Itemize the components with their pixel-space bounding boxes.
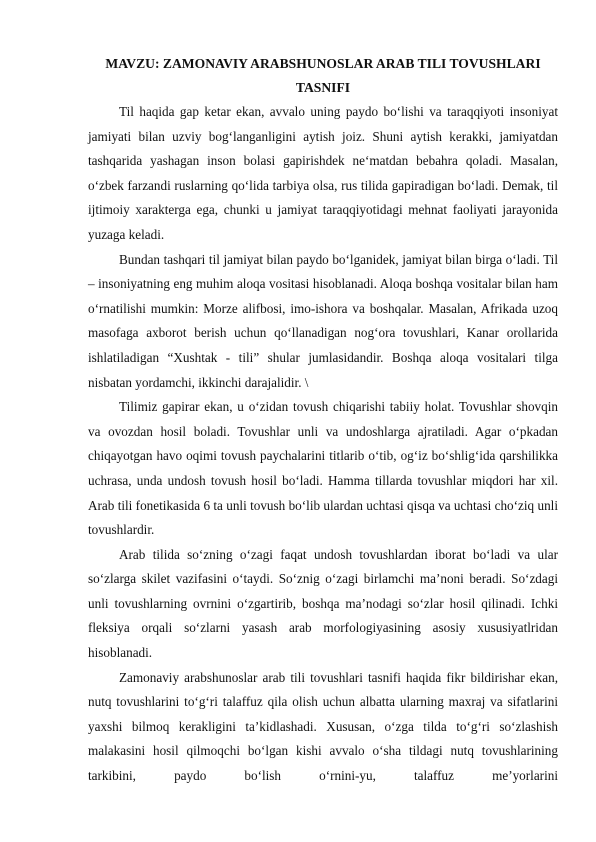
document-title: MAVZU: ZAMONAVIY ARABSHUNOSLAR ARAB TILI TOVUSHLARI TASNIFI [105, 56, 541, 95]
paragraph-2: Bundan tashqari til jamiyat bilan paydo bo‘lganidek, jamiyat bilan birga o‘ladi. Til – insoniyatning eng muhim aloqa vositasi hisoblanadi. Aloqa boshqa vositalar bilan ham o‘rnatilishi mumkin: Morze alifbosi, imo-ishora va boshqalar. Masalan, Afrikada uzoq masofaga axborot berish uchun qo‘llanadigan nog‘ora tovushlari, Kanar orollarida ishlatiladigan “Xushtak - tili” shular jumlasidandir. Boshqa aloqa vositalari tilga nisbatan yordamchi, ikkinchi darajalidir. \ [88, 251, 558, 390]
paragraph-1: Til haqida gap ketar ekan, avvalo uning paydo bo‘lishi va taraqqiyoti insoniyat jamiyati bilan uzviy bog‘langanligini aytish joiz. Shuni aytish kerakki, jamiyatdan tashqarida yashagan inson bolasi gapirishdek ne‘matdan bebahra qoladi. Masalan, o‘zbek farzandi ruslarning qo‘lida tarbiya olsa, rus tilida gapiradigan bo‘ladi. Demak, til ijtimoiy xarakterga ega, chunki u jamiyat taraqqiyotidagi mehnat faoliyati jarayonida yuzaga keladi. [88, 104, 558, 242]
document-page [88, 52, 558, 789]
paragraph-5: Zamonaviy arabshunoslar arab tili tovushlari tasnifi haqida fikr bildirishar ekan, nutq tovushlarini to‘g‘ri talaffuz qila olish uchun albatta ularning maxraj va sifatlarini yaxshi bilmoq kerakligini ta’kidlashadi. Xususan, o‘zga tilda to‘g‘ri so‘zlashish malakasini hosil qilmoqchi bo‘lgan kishi avvalo o‘sha tildagi nutq tovushlarining tarkibini, paydo bo‘lish o‘rnini-yu, talaffuz me’yorlarini [88, 669, 558, 784]
paragraph-3: Tilimiz gapirar ekan, u o‘zidan tovush chiqarishi tabiiy holat. Tovushlar shovqin va ovozdan hosil boladi. Tovushlar unli va undoshlarga ajratiladi. Agar o‘pkadan chiqayotgan havo oqimi tovush paychalarini titlarib o‘tib, og‘iz bo‘shlig‘ida qarshilikka uchrasa, unda undosh tovush hosil bo‘ladi. Hamma tillarda tovushlar miqdori har xil. Arab tili fonetikasida 6 ta unli tovush bo‘lib ulardan uchtasi qisqa va uchtasi cho‘ziq unli tovushlardir. [88, 399, 558, 538]
paragraph-4: Arab tilida so‘zning o‘zagi faqat undosh tovushlardan iborat bo‘ladi va ular so‘zlarga skilet vazifasini o‘taydi. So‘znig o‘zagi birlamchi ma’noni beradi. So‘zdagi unli tovushlarning ovrnini o‘zgartirib, boshqa ma’nodagi so‘zlar hosil qilinadi. Ichki fleksiya orqali so‘zlarni yasash arab morfologiyasining asosiy xususiyatlridan hisoblanadi. [88, 546, 558, 661]
